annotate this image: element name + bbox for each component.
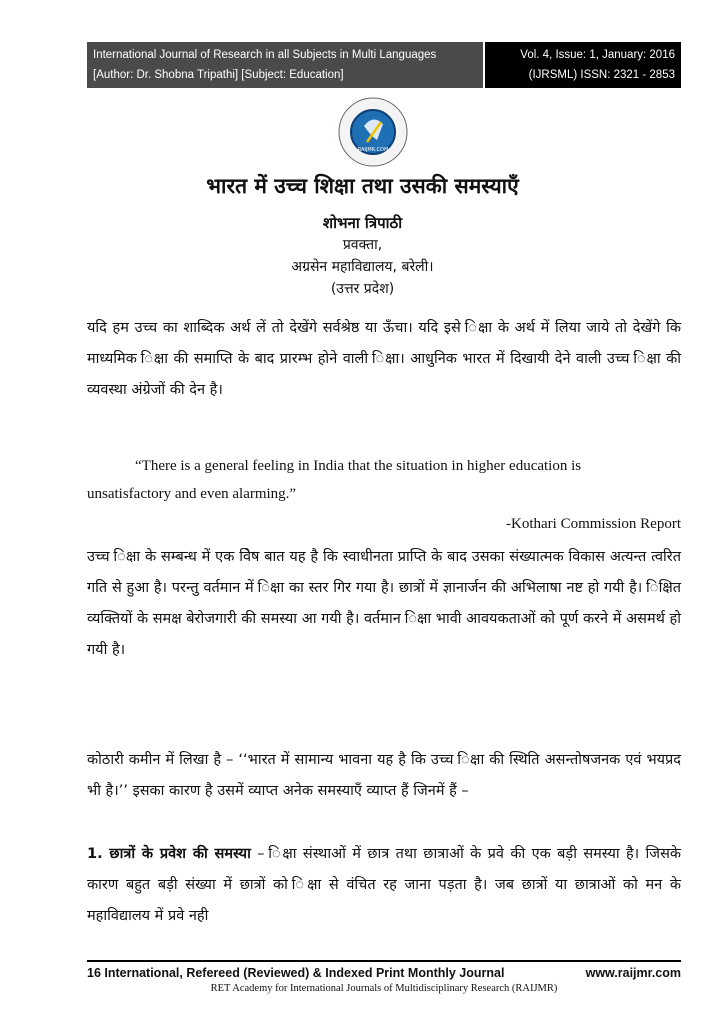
footer-left: 16 International, Refereed (Reviewed) & Indexed Print Monthly Journal <box>87 966 505 980</box>
author-name: शोभना त्रिपाठी <box>322 214 403 232</box>
author-college: अग्रसेन महाविद्यालय, बरेली। <box>291 259 434 275</box>
quote-line-1: “There is a general feeling in India that the situation in higher education is <box>135 458 582 474</box>
issn: (IJRSML) ISSN: 2321 - 2853 <box>528 69 675 81</box>
quote-line-2: unsatisfactory and even alarming.” <box>87 486 297 502</box>
page-header <box>87 42 681 88</box>
header-left <box>87 42 483 88</box>
journal-name: International Journal of Research in all Subjects in Multi Languages <box>93 49 437 61</box>
author-block <box>0 212 725 300</box>
paragraph-intro: यदि हम उच्च का शाब्दिक अर्थ लें तो देखेंगे सर्वश्रेष्ठ या ऊँचा। यदि इसे ि‍क्षा के अर्थ में लिया जाये तो देखेंगे कि माध्यमिक ि‍क्षा की समाप्ति के बाद प्रारम्भ होने वाली ि‍क्षा। आधुनिक भारत में दिखायी देने वाली उच्च ि‍क्षा की व्यवस्था अंग्रेजों की देन है। <box>87 320 681 398</box>
volume-issue: Vol. 4, Issue: 1, January: 2016 <box>520 49 675 61</box>
quote-source: -Kothari Commission Report <box>506 516 681 532</box>
logo-text: RAIJMR.COM <box>357 147 389 153</box>
author-role: प्रवक्ता, <box>342 237 383 253</box>
footer-url: www.raijmr.com <box>585 966 681 980</box>
paragraph-second: उच्च ि‍क्षा के सम्बन्ध में एक वि‍ेष बात यह है कि स्वाधीनता प्राप्ति के बाद उसका संख्यात्मक विकास अत्यन्त त्वरित गति से हुआ है। परन्तु वर्तमान में ि‍क्षा का स्तर गिर गया है। छात्रों में ज्ञानार्जन की अभिलाषा नष्ट हो गयी है। ि‍क्षित व्यक्तियों के समक्ष बेरोजगारी की समस्या आ गयी है। वर्तमान ि‍क्षा भावी आव‍यकताओं को पूर्ण करने में असमर्थ हो गयी है। <box>87 549 681 658</box>
author-state: (उत्तर प्रदेश) <box>330 281 395 297</box>
point-1-text: – ि‍क्षा संस्थाओं में छात्र तथा छात्राओं के प्रवे‍ की एक बड़ी समस्या है। जिसके कारण बहुत बड़ी संख्या में छात्रों को ि‍क्षा से वंचित रह जाना पड़ता है। जब छात्रों या छात्राओं को मन के महाविद्यालय में प्रवे‍ नही <box>87 846 682 924</box>
header-right <box>485 42 681 88</box>
author-subject: [Author: Dr. Shobna Tripathi] [Subject: Education] <box>93 69 344 81</box>
quote-block <box>87 452 681 508</box>
point-1-heading: 1. छात्रों के प्रवेश की समस्या <box>87 846 251 862</box>
point-1 <box>87 839 681 932</box>
page-footer <box>87 960 681 994</box>
article-title: भारत में उच्च शिक्षा तथा उसकी समस्याएँ <box>206 174 519 198</box>
journal-logo <box>337 96 409 168</box>
paragraph-kothari: कोठारी कमी‍न में लिखा है – ‘‘भारत में सामान्य भावना यह है कि उच्च ि‍क्षा की स्थिति असन्तोषजनक एवं भयप्रद भी है।’’ इसका कारण है उसमें व्याप्त अनेक समस्याएँ व्याप्त हैं जिनमें हैं – <box>87 752 681 799</box>
footer-bottom: RET Academy for International Journals of Multidisciplinary Research (RAIJMR) <box>210 983 558 994</box>
